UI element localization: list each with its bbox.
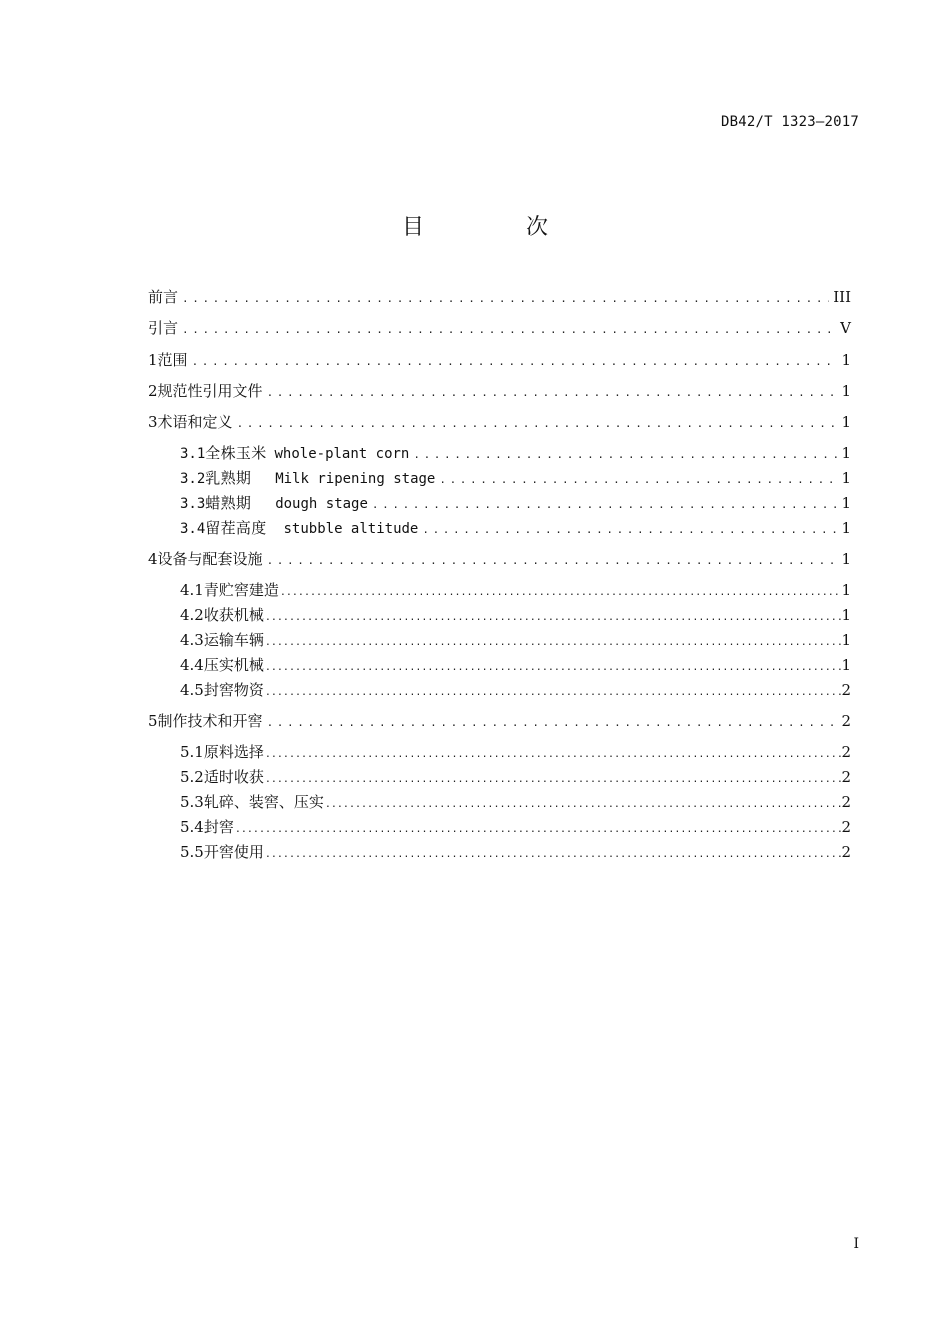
toc-entry-label: 制作技术和开窖: [157, 712, 263, 730]
toc-entry-number: 3.3: [180, 496, 206, 512]
toc-entry-label: 蜡熟期: [205, 494, 252, 512]
toc-entry-page: 2: [841, 681, 851, 699]
toc-entry-foreword[interactable]: [148, 287, 851, 309]
toc-entry-label: 范围: [157, 351, 188, 369]
toc-entry-page: 1: [841, 382, 851, 400]
toc-entry-label: 压实机械: [203, 656, 264, 674]
toc-entry-label: 乳熟期: [205, 469, 252, 487]
toc-entry-english-term: whole-plant corn: [274, 446, 410, 462]
toc-entry-2[interactable]: [148, 381, 851, 403]
toc-entry-3-1[interactable]: [180, 443, 851, 465]
toc-entry-page: 1: [841, 606, 851, 624]
toc-entry-label: 封窖: [203, 818, 234, 836]
toc-entry-5-5[interactable]: [180, 842, 851, 865]
toc-entry-page: 2: [841, 768, 851, 786]
toc-leader-dots: [182, 289, 829, 309]
toc-entry-3-4[interactable]: [180, 518, 851, 540]
toc-entry-english-term: Milk ripening stage: [275, 471, 436, 487]
toc-entry-number: 4.3: [180, 631, 204, 649]
toc-entry-page: 1: [841, 351, 851, 369]
toc-entry-number: 5.1: [180, 743, 204, 761]
toc-entry-5-4[interactable]: [180, 817, 851, 840]
toc-entry-number: 4.1: [180, 581, 204, 599]
toc-entry-3[interactable]: [148, 412, 851, 434]
toc-entry-number: 2: [148, 382, 158, 400]
toc-leader-dots: [265, 633, 842, 653]
toc-entry-label: 规范性引用文件: [157, 382, 263, 400]
toc-entry-5-3[interactable]: [180, 792, 851, 815]
toc-leader-dots: [439, 470, 837, 490]
toc-entry-label: 轧碎、装窖、压实: [203, 793, 324, 811]
toc-entry-4-1[interactable]: [180, 580, 851, 603]
toc-entry-label: 收获机械: [203, 606, 264, 624]
toc-entry-label: 原料选择: [203, 743, 264, 761]
toc-entry-number: 5.5: [180, 843, 204, 861]
toc-entry-page: 1: [841, 581, 851, 599]
toc-entry-5[interactable]: [148, 711, 851, 733]
toc-entry-4-4[interactable]: [180, 655, 851, 678]
toc-entry-4[interactable]: [148, 549, 851, 571]
toc-entry-number: 4: [148, 550, 158, 568]
toc-entry-page: III: [833, 288, 851, 306]
toc-entry-label: 开窖使用: [203, 843, 264, 861]
toc-leader-dots: [325, 795, 842, 815]
toc-entry-english-term: dough stage: [275, 496, 368, 512]
toc-entry-page: V: [840, 319, 851, 337]
toc-entry-label: 运输车辆: [203, 631, 264, 649]
toc-entry-5-1[interactable]: [180, 742, 851, 765]
toc-title: 目 次: [401, 215, 588, 240]
toc-leader-dots: [267, 551, 838, 571]
toc-entry-label: 引言: [148, 319, 179, 337]
toc-entry-4-2[interactable]: [180, 605, 851, 628]
toc-leader-dots: [182, 320, 836, 340]
toc-leader-dots: [237, 414, 838, 434]
toc-entry-number: 5.2: [180, 768, 204, 786]
toc-entry-number: 3.4: [180, 521, 206, 537]
toc-entry-number: 5.4: [180, 818, 204, 836]
toc-entry-label: 封窖物资: [203, 681, 264, 699]
toc-entry-4-5[interactable]: [180, 680, 851, 703]
toc-entry-page: 2: [841, 818, 851, 836]
toc-leader-dots: [280, 583, 842, 603]
toc-entry-number: 3.2: [180, 471, 206, 487]
toc-entry-label: 留茬高度: [205, 519, 267, 537]
toc-leader-dots: [267, 383, 838, 403]
toc-leader-dots: [265, 658, 842, 678]
toc-leader-dots: [413, 445, 837, 465]
toc-leader-dots: [265, 770, 842, 790]
toc-entry-page: 1: [841, 444, 851, 462]
toc-leader-dots: [267, 713, 838, 733]
toc-entry-label: 术语和定义: [157, 413, 233, 431]
toc-entry-label: 适时收获: [203, 768, 264, 786]
toc-entry-number: 4.2: [180, 606, 204, 624]
toc-leader-dots: [265, 845, 842, 865]
page-number: I: [853, 1236, 859, 1252]
toc-entry-page: 2: [841, 843, 851, 861]
toc-entry-number: 3: [148, 413, 158, 431]
document-code: DB42/T 1323—2017: [720, 114, 859, 130]
toc-entry-1[interactable]: [148, 350, 851, 372]
toc-entry-number: 4.5: [180, 681, 204, 699]
toc-entry-page: 1: [841, 519, 851, 537]
toc-entry-page: 1: [841, 494, 851, 512]
toc-entry-english-term: stubble altitude: [283, 521, 419, 537]
toc-entry-label: 设备与配套设施: [157, 550, 263, 568]
toc-entry-number: 5: [148, 712, 158, 730]
toc-leader-dots: [192, 352, 838, 372]
toc-entry-page: 1: [841, 656, 851, 674]
toc-entry-page: 2: [841, 712, 851, 730]
toc-leader-dots: [265, 745, 842, 765]
toc-entry-page: 1: [841, 550, 851, 568]
toc-leader-dots: [422, 520, 837, 540]
toc-entry-3-3[interactable]: [180, 493, 851, 515]
toc-entry-4-3[interactable]: [180, 630, 851, 653]
toc-entry-number: 3.1: [180, 446, 206, 462]
toc-leader-dots: [265, 683, 842, 703]
toc-entry-number: 1: [148, 351, 158, 369]
toc-entry-label: 全株玉米: [205, 444, 267, 462]
toc-entry-page: 2: [841, 743, 851, 761]
toc-entry-number: 4.4: [180, 656, 204, 674]
toc-entry-3-2[interactable]: [180, 468, 851, 490]
toc-entry-label: 青贮窖建造: [203, 581, 279, 599]
toc-entry-page: 1: [841, 631, 851, 649]
toc-entry-page: 2: [841, 793, 851, 811]
toc-entry-introduction[interactable]: [148, 318, 851, 340]
toc-leader-dots: [235, 820, 842, 840]
toc-leader-dots: [372, 495, 838, 515]
toc-entry-page: 1: [841, 469, 851, 487]
toc-leader-dots: [265, 608, 842, 628]
toc-entry-label: 前言: [148, 288, 179, 306]
toc-entry-5-2[interactable]: [180, 767, 851, 790]
toc-entry-number: 5.3: [180, 793, 204, 811]
toc-entry-page: 1: [841, 413, 851, 431]
